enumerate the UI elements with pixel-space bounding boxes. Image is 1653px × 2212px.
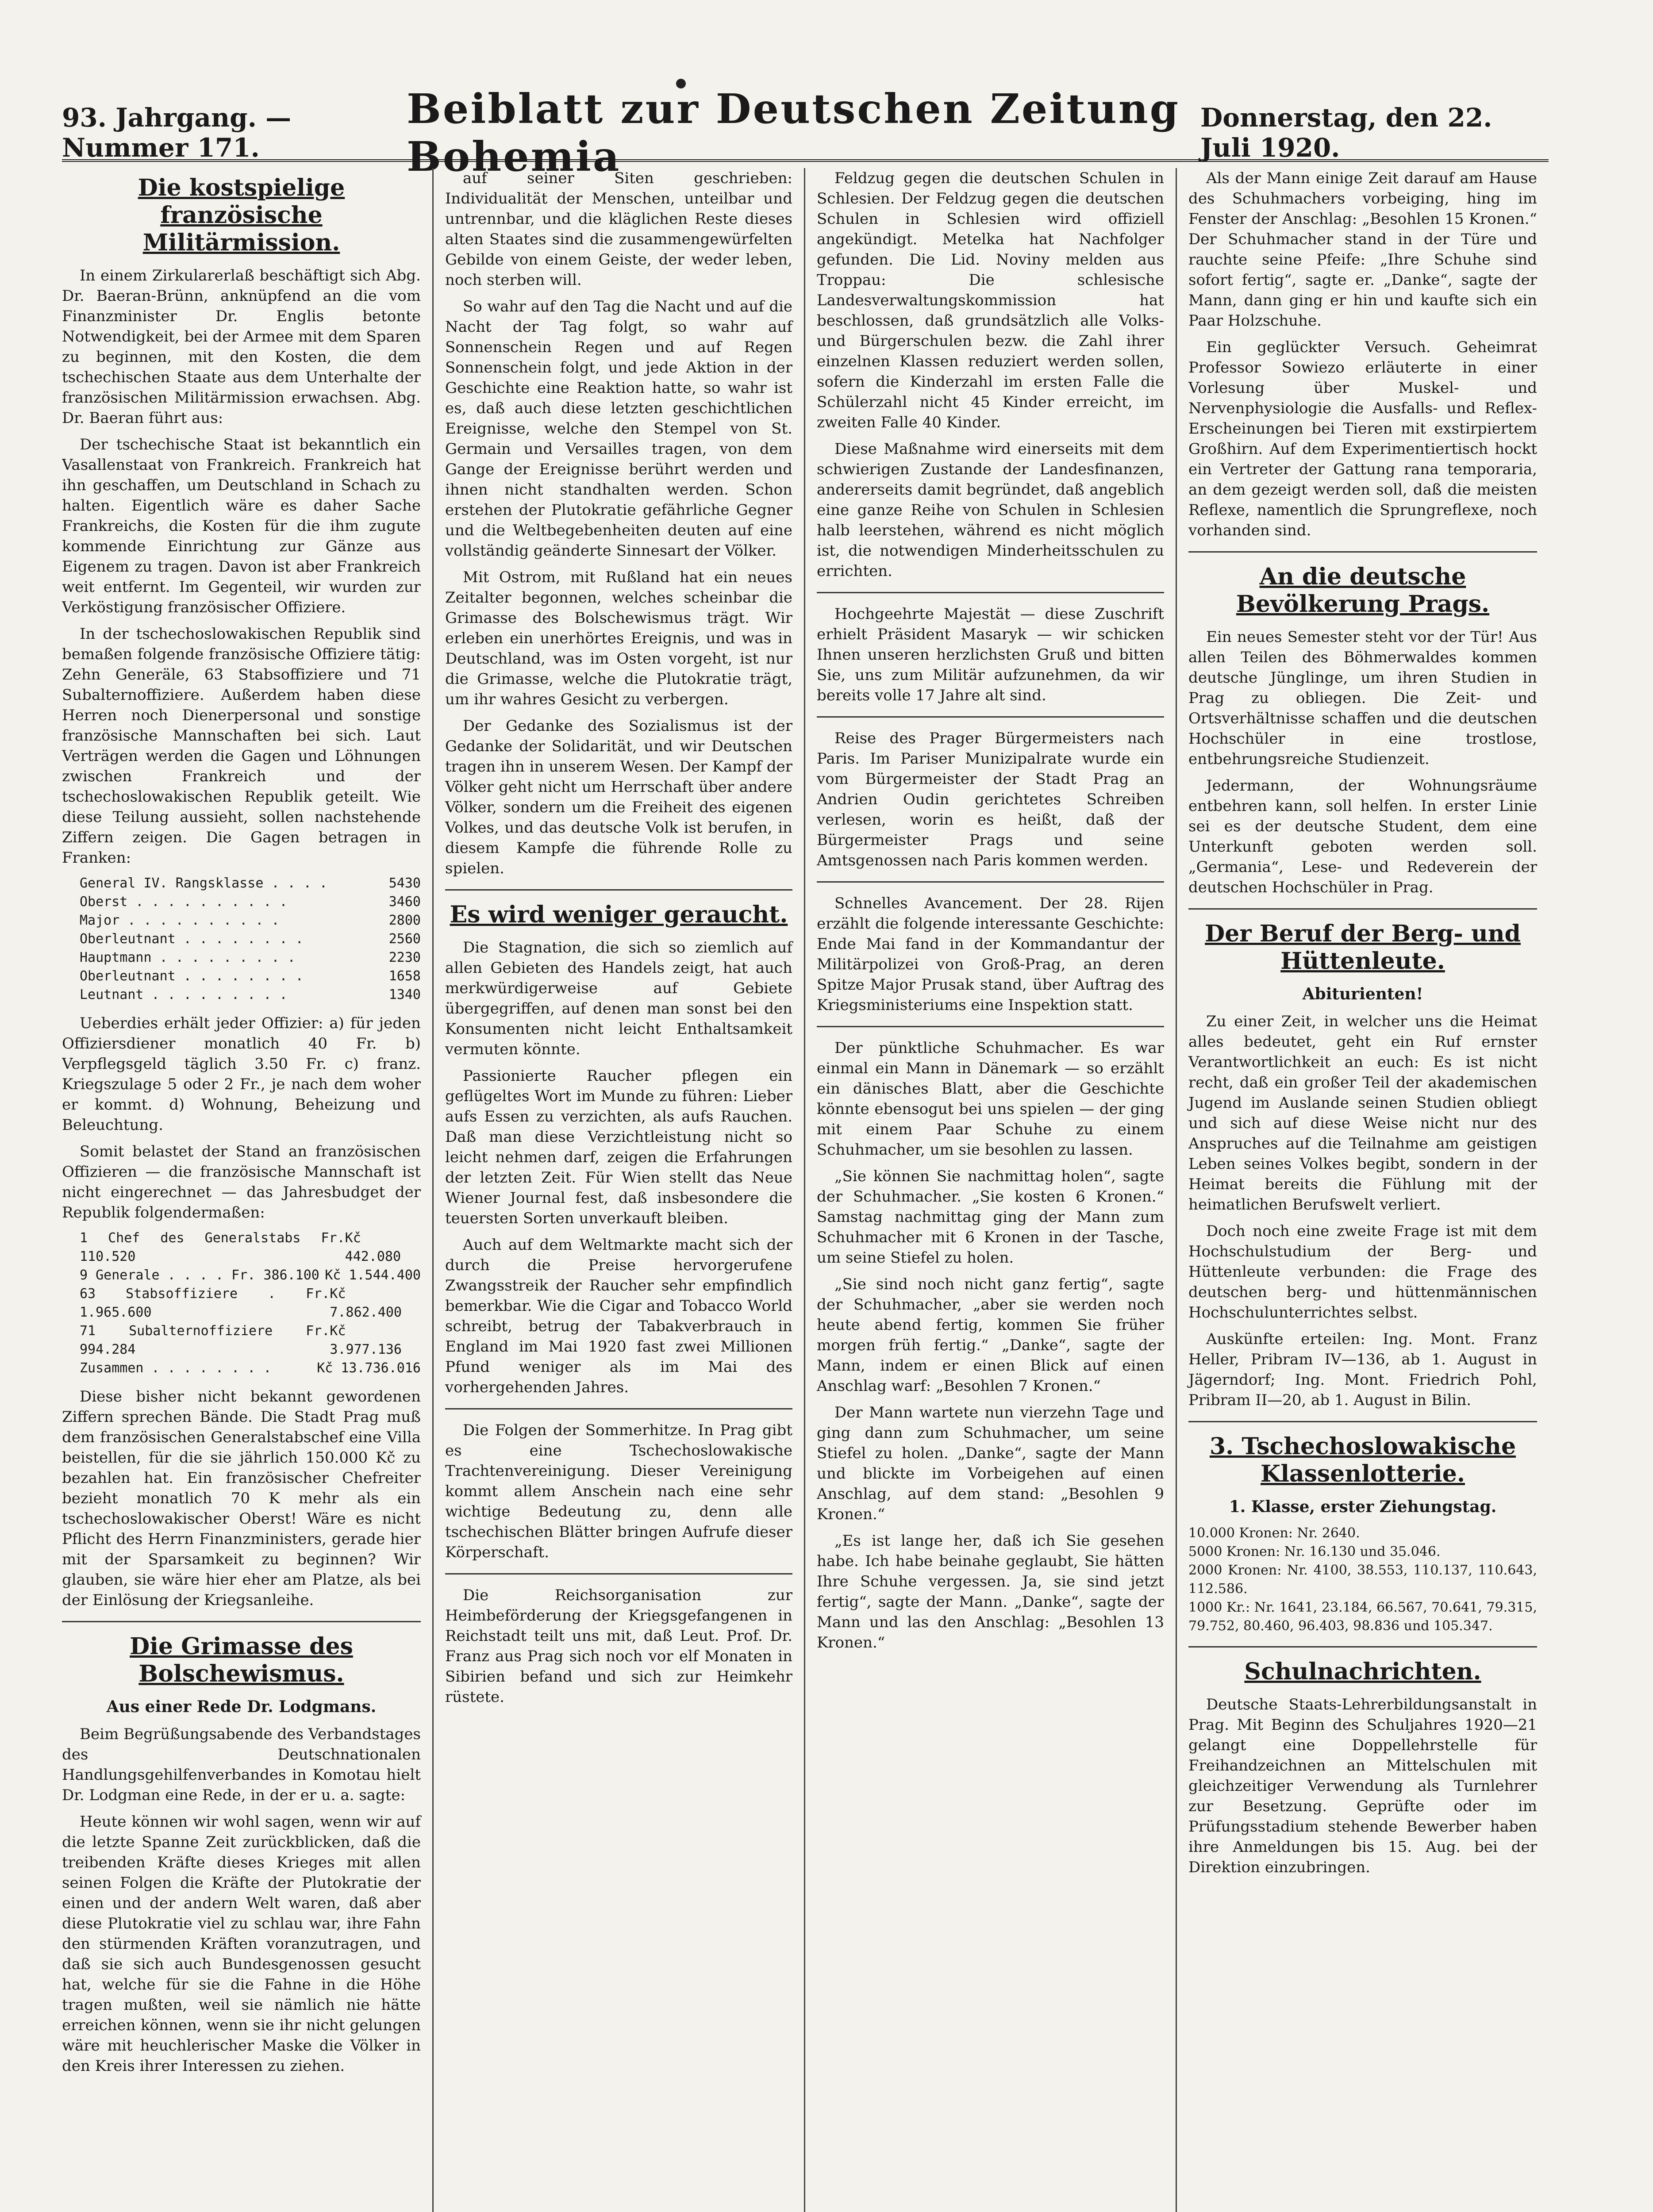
table-row: Oberleutnant . . . . . . . . 1658: [80, 968, 421, 984]
table-row: 1 Chef des Generalstabs Fr. 110.520 Kč 442.080: [80, 1230, 401, 1264]
paragraph: Deutsche Staats-Lehrerbildungsanstalt in Prag. Mit Beginn des Schuljahres 1920—21 gelangt eine Doppellehrstelle für Freihandzeichnen an Mittelschulen mit gleichzeitiger Verwendung als Turnlehrer zur Besetzung. Geprüfte oder im Prüfungsstadium stehende Bewerber haben ihre Anmeldungen bis 15. Aug. bei der Direktion einzubringen.: [1188, 1696, 1537, 1876]
paragraph: Doch noch eine zweite Frage ist mit dem Hochschulstudium der Berg- und Hüttenleute verbunden: die Frage des deutschen berg- und hüttenmännischen Hochschulunterrichtes selbst.: [1188, 1222, 1537, 1321]
column-3: [805, 168, 1177, 2212]
table-row: 71 Subalternoffiziere Fr. 994.284 Kč 3.977.136: [80, 1323, 402, 1357]
paragraph: Reise des Prager Bürgermeisters nach Paris. Im Pariser Munizipalrate wurde ein vom Bürgermeister der Stadt Prag an Andrien Oudin gerichtetes Schreiben verlesen, worin es heißt, daß der Bürgermeister Prags und seine Amtsgenossen nach Paris kommen werden.: [817, 730, 1164, 869]
article-headline: Die kostspielige französische Militärmission.: [138, 174, 345, 256]
list-item: 1000 Kr.: Nr. 1641, 23.184, 66.567, 70.641, 79.315, 79.752, 80.460, 96.403, 98.836 und 105.347.: [1188, 1600, 1537, 1634]
article-headline: 3. Tschechoslowakische Klassenlotterie.: [1209, 1433, 1516, 1487]
paragraph: Heute können wir wohl sagen, wenn wir auf die letzte Spanne Zeit zurückblicken, daß die treibenden Kräfte dieses Krieges mit allen seinen Folgen die Kräfte der Plutokratie der einen und der andern Welt waren, daß aber diese Plutokratie viel zu schlau war, ihre Fahn den stürmenden Kräften voranzutragen, und daß sie sich auch Bundesgenossen gesucht hat, welche für sie die Fahne in die Höhe tragen mußten, weil sie nämlich nie hätte erreichen können, wenn sie ihr nicht gelungen wäre mit heuchlerischer Maske die Völker in den Kreis ihrer Interessen zu ziehen.: [62, 1813, 421, 2075]
paragraph: Hochgeehrte Majestät — diese Zuschrift erhielt Präsident Masaryk — wir schicken Ihnen unseren herzlichsten Gruß und bitten Sie, uns zum Militär aufzunehmen, da wir bereits volle 17 Jahre alt sind.: [817, 605, 1164, 704]
divider: [62, 1621, 421, 1622]
paragraph: Die Folgen der Sommerhitze. In Prag gibt es eine Tschechoslowakische Trachtenvereinigung. Dieser Vereinigung kommt allem Anschein nach eine sehr wichtige Bedeutung zu, denn alle tschechischen Blätter bringen Aufrufe dieser Körperschaft.: [445, 1421, 792, 1561]
paragraph: „Es ist lange her, daß ich Sie gesehen habe. Ich habe beinahe geglaubt, Sie hätten Ihre Schuhe vergessen. Ja, sie sind jetzt fertig“, sagte der Mann. „Danke“, sagte der Mann und las den Anschlag: „Besohlen 13 Kronen.“: [817, 1532, 1164, 1651]
paragraph: Der pünktliche Schuhmacher. Es war einmal ein Mann in Dänemark — so erzählt ein dänisches Blatt, aber die Geschichte könnte ebensogut bei uns spielen — der ging mit einem Paar Schuhe zu einem Schuhmacher, um sie besohlen zu lassen.: [817, 1039, 1164, 1159]
table-row: 9 Generale . . . . Fr. 386.100 Kč 1.544.400: [80, 1267, 421, 1283]
article-subheading: Abiturienten!: [1302, 985, 1423, 1003]
list-item: 2000 Kronen: Nr. 4100, 38.553, 110.137, 110.643, 112.586.: [1188, 1563, 1537, 1597]
paragraph: So wahr auf den Tag die Nacht und auf die Nacht der Tag folgt, so wahr auf Sonnenschein Regen und auf Regen Sonnenschein folgt, und jede Aktion in der Geschichte eine Reaktion hatte, so wahr ist es, daß auch diese letzten geschichtlichen Ereignisse, welche den Stempel von St. Germain und Versailles tragen, von dem Gange der Ereignisse berührt werden und ihnen nicht standhalten werden. Schon erstehen der Plutokratie gefährliche Gegner und die Weltbegebenheiten deuten auf eine vollständig geänderte Sinnesart der Völker.: [445, 298, 792, 560]
paragraph: auf seiner Siten geschrieben: Individualität der Menschen, unteilbar und untrennbar, und die kläglichen Reste dieses alten Staates sind die zusammengewürfelten Gebilde von einem Geiste, der weder leben, noch sterben will.: [445, 169, 792, 289]
paragraph: Jedermann, der Wohnungsräume entbehren kann, soll helfen. In erster Linie sei es der deutsche Student, dem eine Unterkunft geboten werden soll. „Germania“, Lese- und Redeverein der deutschen Hochschüler in Prag.: [1188, 777, 1537, 896]
list-item: 5000 Kronen: Nr. 16.130 und 35.046.: [1188, 1544, 1441, 1559]
table-row: Zusammen . . . . . . . . Kč 13.736.016: [80, 1360, 421, 1376]
column-2: [434, 168, 805, 2212]
divider: [817, 592, 1164, 593]
paragraph: Passionierte Raucher pflegen ein geflügeltes Wort im Munde zu führen: Lieber aufs Essen zu verzichten, als aufs Rauchen. Daß man diese Verzichtleistung nicht so leicht nehmen darf, zeigen die Erfahrungen der letzten Zeit. Für Wien stellt das Neue Wiener Journal fest, daß insbesondere die teuersten Sorten unverkauft bleiben.: [445, 1067, 792, 1227]
divider: [1188, 1421, 1537, 1422]
table-row: Major . . . . . . . . . . 2800: [80, 913, 421, 928]
divider: [445, 1408, 792, 1409]
paragraph: In der tschechoslowakischen Republik sind bemaßen folgende französische Offiziere tätig: Zehn Generäle, 63 Stabsoffiziere und 71 Subalternoffiziere. Außerdem haben diese Herren noch Dienerpersonal und sonstige französische Mannschaften bei sich. Laut Verträgen werden die Gagen und Löhnungen zwischen Frankreich und der tschechoslowakischen Republik geteilt. Wie diese Teilung aussieht, sollen nachstehende Ziffern zeigen. Die Gagen betragen in Franken:: [62, 625, 421, 867]
table-row: Oberst . . . . . . . . . . 3460: [80, 894, 421, 910]
issue-number: 93. Jahrgang. — Nummer 171.: [62, 103, 292, 163]
paragraph: Mit Ostrom, mit Rußland hat ein neues Zeitalter begonnen, welches scheinbar die Grimasse des Bolschewismus trägt. Wir erleben ein unerhörtes Ereignis, und was in Deutschland, was im Osten vorgeht, ist nur die Grimasse, welche die Plutokratie trägt, um ihr wahres Gesicht zu verbergen.: [445, 568, 792, 708]
paragraph: „Sie sind noch nicht ganz fertig“, sagte der Schuhmacher, „aber sie werden noch heute abend fertig, kommen Sie früher morgen früh fertig.“ „Danke“, sagte der Mann, indem er einen Blick auf einen Anschlag warf: „Besohlen 7 Kronen.“: [817, 1275, 1164, 1395]
divider: [817, 716, 1164, 718]
article-subheading: 1. Klasse, erster Ziehungstag.: [1229, 1498, 1497, 1516]
paragraph: Der Mann wartete nun vierzehn Tage und ging dann zum Schuhmacher, um seine Stiefel zu holen. „Danke“, sagte der Mann und blickte im Vorbeigehen auf einen Anschlag, auf dem stand: „Besohlen 9 Kronen.“: [817, 1404, 1164, 1523]
paragraph: Feldzug gegen die deutschen Schulen in Schlesien. Der Feldzug gegen die deutschen Schulen in Schlesien wird offiziell angekündigt. Metelka hat Nachfolger gefunden. Die Lid. Noviny melden aus Troppau: Die schlesische Landesverwaltungskommission hat beschlossen, daß grundsätzlich alle Volks- und Bürgerschulen bezw. die Zahl ihrer einzelnen Klassen reduziert werden sollen, sofern die Kinderzahl im ersten Falle die Schülerzahl nicht 45 Kinder erreicht, im zweiten Falle 40 Kinder.: [817, 169, 1164, 431]
paragraph: In einem Zirkularerlaß beschäftigt sich Abg. Dr. Baeran-Brünn, anknüpfend an die vom Finanzminister Dr. Englis betonte Notwendigkeit, bei der Armee mit dem Sparen zu beginnen, mit den Kosten, die dem tschechischen Staate aus dem Unterhalte der französischen Militärmission erwachsen. Abg. Dr. Baeran führt aus:: [62, 267, 421, 427]
divider: [817, 1026, 1164, 1027]
divider: [445, 889, 792, 891]
paragraph: Diese Maßnahme wird einerseits mit dem schwierigen Zustande der Landesfinanzen, andererseits damit begründet, daß angeblich eine ganze Reihe von Schulen in Schlesien halb leerstehen, während es nicht möglich ist, die notwendigen Minderheitsschulen zu errichten.: [817, 440, 1164, 580]
article-headline: Es wird weniger geraucht.: [450, 901, 788, 928]
article-subheading: Aus einer Rede Dr. Lodgmans.: [106, 1697, 377, 1716]
paragraph: Auskünfte erteilen: Ing. Mont. Franz Heller, Pribram IV—136, ab 1. August in Jägerndorf; Ing. Mont. Friedrich Pohl, Pribram II—20, ab 1. August in Bilin.: [1188, 1330, 1537, 1409]
divider: [1188, 908, 1537, 910]
paragraph: Der Gedanke des Sozialismus ist der Gedanke der Solidarität, und wir Deutschen tragen ihn in unserem Wesen. Der Kampf der Völker geht nicht um Herrschaft über andere Völker, sondern um die Freiheit des eigenen Volkes, und das deutsche Volk ist berufen, in diesem Kampfe die führende Rolle zu spielen.: [445, 717, 792, 877]
column-1: [62, 168, 434, 2212]
table-row: Hauptmann . . . . . . . . . 2230: [80, 950, 421, 965]
paragraph: Die Stagnation, die sich so ziemlich auf allen Gebieten des Handels zeigt, hat auch merkwürdigerweise auf Gebiete übergegriffen, auf denen man sonst bei den Konsumenten nicht leicht Enthaltsamkeit vermuten könnte.: [445, 939, 792, 1058]
masthead: [62, 85, 1549, 180]
divider: [817, 881, 1164, 883]
divider: [1188, 551, 1537, 553]
paragraph: Beim Begrüßungsabende des Verbandstages des Deutschnationalen Handlungsgehilfenverbandes in Komotau hielt Dr. Lodgman eine Rede, in der er u. a. sagte:: [62, 1725, 421, 1804]
table-row: General IV. Rangsklasse . . . . 5430: [80, 876, 421, 891]
paragraph: Ein neues Semester steht vor der Tür! Aus allen Teilen des Böhmerwaldes kommen deutsche Jünglinge, um ihren Studien in Prag zu obliegen. Die Zeit- und Ortsverhältnisse schaffen und die deutschen Hochschüler in eine trostlose, entbehrungsreiche Studienzeit.: [1188, 628, 1537, 768]
paragraph: Als der Mann einige Zeit darauf am Hause des Schuhmachers vorbeiging, hing im Fenster der Anschlag: „Besohlen 15 Kronen.“ Der Schuhmacher stand in der Türe und rauchte seine Pfeife: „Ihre Schuhe sind sofort fertig“, sagte er. „Danke“, sagte der Mann, dann ging er hin und kaufte sich ein Paar Holzschuhe.: [1188, 169, 1537, 330]
paragraph: Zu einer Zeit, in welcher uns die Heimat alles bedeutet, geht ein Ruf ernster Verantwortlichkeit an euch: Es ist nicht recht, daß ein großer Teil der akademischen Jugend im Auslande seinen Studien obliegt und sich auf diese Weise nicht nur des Anspruches auf die Teilnahme am geistigen Leben seines Volkes begibt, sondern in der Heimat bereits die Fühlung mit der heimatlichen Berufswelt verliert.: [1188, 1013, 1537, 1214]
column-4: [1177, 168, 1549, 2212]
budget-table: [80, 1229, 421, 1378]
paragraph: Ueberdies erhält jeder Offizier: a) für jeden Offiziersdiener monatlich 40 Fr. b) Verpflegsgeld täglich 3.50 Fr. c) franz. Kriegszulage 5 oder 2 Fr., je nach dem woher er kommt. d) Wohnung, Beheizung und Beleuchtung.: [62, 1014, 421, 1134]
issue-date: Donnerstag, den 22. Juli 1920.: [1200, 103, 1492, 163]
paragraph: Ein geglückter Versuch. Geheimrat Professor Sowiezo erläuterte in einer Vorlesung über Muskel- und Nervenphysiologie die Ausfalls- und Reflex-Erscheinungen bei Tieren mit exstirpiertem Großhirn. Auf dem Experimentiertisch hockt ein Vertreter der Gattung rana temporaria, an dem gezeigt werden soll, daß die meisten Reflexe, namentlich die Sprungreflexe, noch vorhanden sind.: [1188, 338, 1537, 539]
paragraph: Schnelles Avancement. Der 28. Rijen erzählt die folgende interessante Geschichte: Ende Mai fand in der Kommandantur der Militärpolizei von Groß-Prag, an deren Spitze Major Prusak stand, über Auftrag des Kriegsministeriums eine Inspektion statt.: [817, 895, 1164, 1014]
table-row: Oberleutnant . . . . . . . . 2560: [80, 931, 421, 947]
article-headline: An die deutsche Bevölkerung Prags.: [1236, 563, 1490, 618]
article-headline: Schulnachrichten.: [1244, 1658, 1481, 1685]
paragraph: Der tschechische Staat ist bekanntlich ein Vasallenstaat von Frankreich. Frankreich hat ihn geschaffen, um Deutschland in Schach zu halten. Eigentlich wäre es daher Sache Frankreichs, die Kosten für die ihm zugute kommende Einrichtung zur Gänze aus Eigenem zu tragen. Davon ist aber Frankreich weit entfernt. Im Gegenteil, wir wurden zur Verköstigung französischer Offiziere.: [62, 436, 421, 616]
table-row: 63 Stabsoffiziere . Fr. 1.965.600 Kč 7.862.400: [80, 1286, 402, 1320]
paragraph: Die Reichsorganisation zur Heimbeförderung der Kriegsgefangenen in Reichstadt teilt uns mit, daß Leut. Prof. Dr. Franz aus Prag sich noch vor elf Monaten in Sibirien befand und sich zur Heimkehr rüstete.: [445, 1586, 792, 1706]
article-headline: Die Grimasse des Bolschewismus.: [130, 1633, 353, 1687]
lottery-results: [1188, 1524, 1537, 1636]
paragraph: Auch auf dem Weltmarkte macht sich der durch die Preise hervorgerufene Zwangsstreik der Raucher sehr empfindlich bemerkbar. Wie die Cigar and Tobacco World schreibt, betrug der Tabakverbrauch in England im Mai 1920 fast zwei Millionen Pfund weniger als im Mai des vorhergehenden Jahres.: [445, 1236, 792, 1396]
divider: [1188, 1646, 1537, 1647]
paragraph: Diese bisher nicht bekannt gewordenen Ziffern sprechen Bände. Die Stadt Prag muß dem französischen Generalstabschef eine Villa beistellen, für die sie jährlich 150.000 Kč zu bezahlen hat. Ein französischer Chefreiter bezieht monatlich 70 K mehr als ein tschechoslowakischer Oberst! Wäre es nicht Pflicht des Herrn Finanzministers, gerade hier mit der Sparsamkeit zu beginnen? Wir glauben, sie wäre hier eher am Platze, als bei der Einlösung der Kriegsanleihe.: [62, 1388, 421, 1609]
newspaper-title: Beiblatt zur Deutschen Zeitung Bohemia: [407, 85, 1180, 180]
columns: [62, 168, 1549, 2212]
article-headline: Der Beruf der Berg- und Hüttenleute.: [1205, 920, 1521, 975]
table-row: Leutnant . . . . . . . . . 1340: [80, 987, 421, 1002]
divider: [445, 1573, 792, 1575]
paragraph: Somit belastet der Stand an französischen Offizieren — die französische Mannschaft ist nicht eingerechnet — das Jahresbudget der Republik folgendermaßen:: [62, 1143, 421, 1221]
list-item: 10.000 Kronen: Nr. 2640.: [1188, 1525, 1360, 1541]
salary-table: [80, 874, 421, 1004]
paragraph: „Sie können Sie nachmittag holen“, sagte der Schuhmacher. „Sie kosten 6 Kronen.“ Samstag nachmittag ging der Mann zum Schuhmacher mit 6 Kronen in der Tasche, um seine Stiefel zu holen.: [817, 1167, 1164, 1267]
